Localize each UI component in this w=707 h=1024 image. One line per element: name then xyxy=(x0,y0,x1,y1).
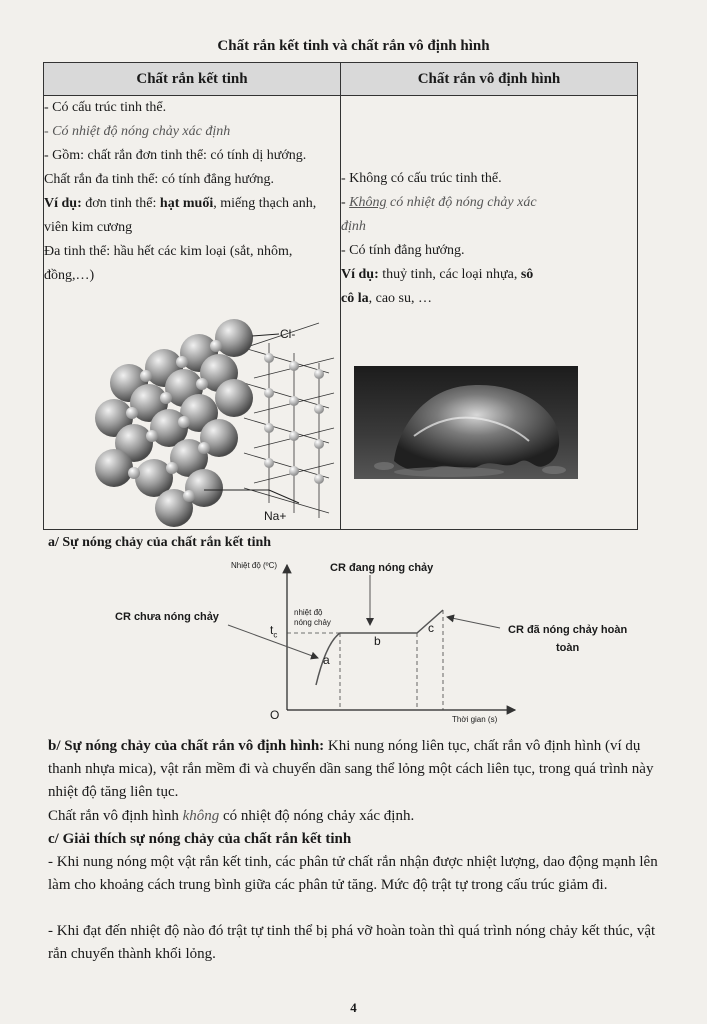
comparison-table xyxy=(43,62,638,530)
not-word: Không xyxy=(349,195,387,210)
crystal-line-1: - Có cấu trúc tinh thể. xyxy=(44,100,167,115)
na-label: Na+ xyxy=(264,509,287,523)
cl-label: Cl- xyxy=(280,327,296,341)
crystal-line-8: đồng,…) xyxy=(44,268,95,283)
amorphous-line-1: - Không có cấu trúc tinh thể. xyxy=(341,171,502,186)
crystal-line-5 xyxy=(44,192,340,216)
section-b-line2: Chất rắn vô định hình không có nhiệt độ nóng chảy xác định. xyxy=(48,808,415,824)
amorphous-line-2 xyxy=(341,191,637,215)
crystal-line-7: Đa tinh thể: hầu hết các kim loại (sắt, nhôm, xyxy=(44,244,293,259)
crystal-line-4: Chất rắn đa tinh thể: có tính đẳng hướng. xyxy=(44,172,275,187)
segment-a-label: a xyxy=(323,653,330,667)
amorphous-line-5 xyxy=(341,263,637,287)
y-axis-label: Nhiệt độ (ºC) xyxy=(231,561,278,570)
example-label: Ví dụ: xyxy=(44,196,82,211)
chocolate-part-2: cô la xyxy=(341,291,369,306)
melting-point-label: nhiệt độ nóng chảy xyxy=(294,608,331,627)
section-b-heading: b/ Sự nóng chảy của chất rắn vô định hình: xyxy=(48,738,325,754)
example-text: đơn tinh thể: xyxy=(81,196,160,211)
crystal-line-6: viên kim cương xyxy=(44,220,133,235)
segment-b-label: b xyxy=(374,634,381,648)
crystal-line-2: - Có nhiệt độ nóng chảy xác định xyxy=(44,124,231,139)
origin-label: O xyxy=(270,708,280,722)
segment-c-label: c xyxy=(428,621,434,635)
crystal-line-3: - Gồm: chất rắn đơn tinh thể: có tính dị hướng. xyxy=(44,148,307,163)
example-text-2: thuỷ tinh, các loại nhựa, xyxy=(378,267,521,282)
section-a-heading: a/ Sự nóng chảy của chất rắn kết tinh xyxy=(48,535,272,550)
x-axis-label: Thời gian (s) xyxy=(452,715,498,724)
amorphous-line-4: - Có tính đẳng hướng. xyxy=(341,243,465,258)
label-not-melted: CR chưa nóng chảy xyxy=(115,611,219,623)
section-b-paragraph xyxy=(48,735,668,804)
example-rest-2: , cao su, … xyxy=(368,291,432,306)
label-melting: CR đang nóng chảy xyxy=(330,562,434,574)
header-crystalline: Chất rắn kết tinh xyxy=(44,63,341,96)
chocolate-part-1: sô xyxy=(520,267,534,282)
section-c-heading: c/ Giải thích sự nóng chảy của chất rắn kết tinh xyxy=(48,831,352,847)
section-c-p1: - Khi nung nóng một vật rắn kết tinh, các phân tử chất rắn nhận được nhiệt lượng, dao động mạnh lên làm cho khoảng cách trung bình giữa các phân tử tăng. Mức độ trật tự trong cấu trúc giảm đi. xyxy=(48,854,658,893)
header-amorphous: Chất rắn vô định hình xyxy=(341,63,638,96)
tc-label: $t_c$ xyxy=(270,623,278,640)
amorphous-line-6 xyxy=(341,287,637,311)
not-italic: không xyxy=(182,808,220,824)
section-c-p2: - Khi đạt đến nhiệt độ nào đó trật tự tinh thể bị phá vỡ hoàn toàn thì quá trình nóng chảy kết thúc, vật rắn chuyển thành khối lỏng. xyxy=(48,923,656,962)
example-label-2: Ví dụ: xyxy=(341,267,379,282)
amorphous-cell xyxy=(341,96,638,530)
melted-chocolate-image xyxy=(354,366,578,479)
section-b-text: Khi nung nóng liên tục, chất rắn vô định hình (ví dụ thanh nhựa mica), vật rắn mềm đi và chuyển dần sang thể lỏng một cách liên tục, trong quá trình này nhiệt độ tăng liên tục. xyxy=(48,738,654,800)
example-rest: , miếng thạch anh, xyxy=(213,196,317,211)
dash: - xyxy=(341,195,350,210)
label-fully-melted: CR đã nóng chảy hoàn toàn xyxy=(508,624,628,654)
nacl-lattice-image xyxy=(94,318,344,533)
crystalline-cell xyxy=(44,96,341,530)
page-title: Chất rắn kết tinh và chất rắn vô định hình xyxy=(217,38,490,54)
page-number: 4 xyxy=(350,1000,357,1015)
example-salt: hạt muối xyxy=(159,196,214,211)
amorphous-line-3: định xyxy=(341,219,366,234)
amorphous-melt-text: có nhiệt độ nóng chảy xác xyxy=(386,195,537,210)
